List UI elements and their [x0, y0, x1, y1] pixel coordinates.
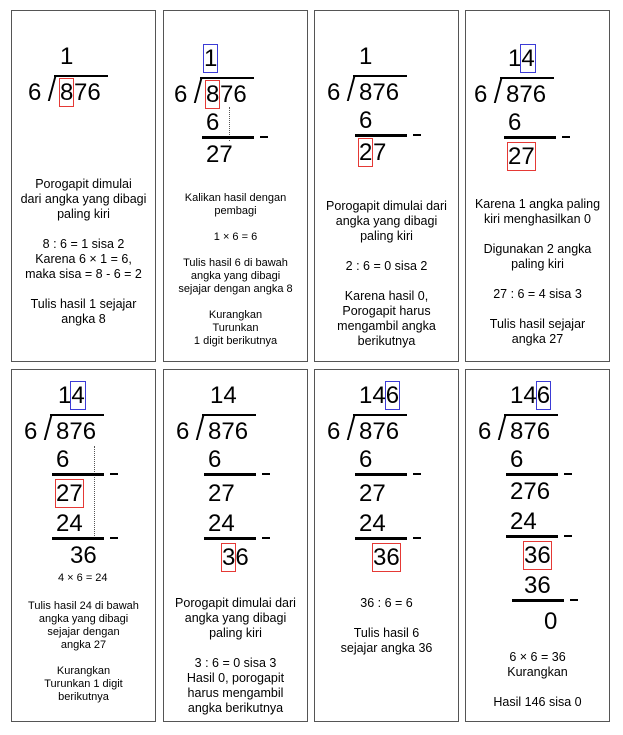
multiplication-note: 4 × 6 = 24: [58, 572, 108, 584]
division-bracket: [347, 77, 355, 101]
minus-sign-3: [570, 599, 578, 601]
guide-line: [94, 446, 95, 538]
product-row-1: 6: [359, 446, 373, 473]
step-panel-5: [11, 369, 156, 722]
dividend-first-digit: 8: [60, 79, 74, 106]
remainder-row-1: 27: [208, 480, 235, 507]
quotient: 146: [359, 382, 400, 409]
product-row: 6: [359, 107, 373, 134]
step-panel-7: [314, 369, 459, 722]
remainder-row-1: 276: [510, 478, 551, 505]
dividend: 876: [359, 79, 400, 106]
minus-sign-2: [564, 535, 572, 537]
step-description: 6 × 6 = 36 Kurangkan Hasil 146 sisa 0: [493, 650, 582, 709]
step-panel-3: [314, 10, 459, 362]
divisor: 6: [478, 418, 492, 445]
division-bar: [50, 414, 104, 416]
minus-sign-1: [262, 473, 270, 475]
subtraction-line-1: [52, 473, 104, 476]
division-bar: [54, 75, 108, 77]
minus-sign: [562, 136, 570, 138]
division-bar: [200, 77, 254, 79]
remainder-row-1: 27: [359, 480, 386, 507]
quotient: 1: [204, 45, 218, 72]
minus-sign-2: [262, 537, 270, 539]
product-row-1: 6: [56, 446, 70, 473]
quotient: 1: [359, 43, 373, 70]
minus-sign-1: [110, 473, 118, 475]
step-description: Kalikan hasil dengan pembagi 1 × 6 = 6 Tulis hasil 6 di bawah angka yang dibagi sejajar dengan angka 8 Kurangkan Turunkan 1 digit berikutnya: [178, 192, 293, 347]
step-panel-8: [465, 369, 610, 722]
divisor: 6: [176, 418, 190, 445]
subtraction-line-1: [355, 473, 407, 476]
remainder-row: 27: [508, 143, 535, 170]
remainder-row: 27: [206, 141, 233, 168]
quotient: 1: [60, 43, 74, 70]
step-description: Porogapit dimulai dari angka yang dibagi paling kiri 8 : 6 = 1 sisa 2 Karena 6 × 1 = 6, maka sisa = 8 - 6 = 2 Tulis hasil 1 sejajar angka 8: [20, 177, 147, 326]
remainder-row-2: 36: [222, 544, 249, 571]
divisor: 6: [174, 81, 188, 108]
divisor: 6: [24, 418, 38, 445]
product-row-1: 6: [208, 446, 222, 473]
subtraction-line-2: [52, 537, 104, 540]
remainder-row-2: 36: [373, 544, 400, 571]
dividend-rest: 76: [220, 81, 247, 108]
dividend: 876: [359, 418, 400, 445]
product-row-3: 36: [524, 572, 551, 599]
minus-sign-2: [110, 537, 118, 539]
product-row-1: 6: [510, 446, 524, 473]
remainder-rest: 7: [373, 139, 387, 166]
division-bracket: [44, 416, 52, 440]
product-row-2: 24: [56, 510, 83, 537]
divisor: 6: [28, 79, 42, 106]
subtraction-line: [202, 136, 254, 139]
product-row-2: 24: [510, 508, 537, 535]
step-panel-2: [163, 10, 308, 362]
dividend-rest: 76: [74, 79, 101, 106]
division-bracket: [498, 416, 506, 440]
division-bar: [202, 414, 256, 416]
subtraction-line-1: [204, 473, 256, 476]
divisor: 6: [327, 418, 341, 445]
subtraction-line-2: [506, 535, 558, 538]
subtraction-line-3: [512, 599, 564, 602]
product-row-2: 24: [359, 510, 386, 537]
quotient: 14: [58, 382, 85, 409]
division-bracket: [48, 77, 56, 101]
minus-sign-2: [413, 537, 421, 539]
step-panel-6: [163, 369, 308, 722]
product-row-2: 24: [208, 510, 235, 537]
division-bracket: [196, 416, 204, 440]
division-bar: [504, 414, 558, 416]
product-row: 6: [206, 109, 220, 136]
divisor: 6: [474, 81, 488, 108]
step-panel-1: [11, 10, 156, 362]
product-row: 6: [508, 109, 522, 136]
division-bracket: [194, 79, 202, 103]
minus-sign-1: [564, 473, 572, 475]
quotient: 14: [210, 382, 237, 409]
step-description: 36 : 6 = 6 Tulis hasil 6 sejajar angka 36: [340, 596, 433, 655]
final-remainder: 0: [544, 608, 558, 635]
division-bracket: [347, 416, 355, 440]
dividend: 876: [208, 418, 249, 445]
division-bar: [353, 75, 407, 77]
quotient: 14: [508, 45, 535, 72]
subtraction-line-1: [506, 473, 558, 476]
dividend: 876: [56, 418, 97, 445]
step-panel-4: [465, 10, 610, 362]
subtraction-line: [355, 134, 407, 137]
minus-sign: [260, 136, 268, 138]
remainder-first-digit: 2: [359, 139, 373, 166]
division-bar: [353, 414, 407, 416]
dividend-first-digit: 8: [206, 81, 220, 108]
dividend: 876: [510, 418, 551, 445]
remainder-row-1: 27: [56, 480, 83, 507]
subtraction-line-2: [204, 537, 256, 540]
division-bracket: [494, 79, 502, 103]
subtraction-line-2: [355, 537, 407, 540]
subtraction-line: [504, 136, 556, 139]
remainder-row-2: 36: [524, 542, 551, 569]
dividend: 876: [506, 81, 547, 108]
quotient: 146: [510, 382, 551, 409]
division-bar: [500, 77, 554, 79]
step-description: Tulis hasil 24 di bawah angka yang dibagi sejajar dengan angka 27 Kurangkan Turunkan 1 digit berikutnya: [28, 600, 139, 703]
divisor: 6: [327, 79, 341, 106]
step-description: Porogapit dimulai dari angka yang dibagi paling kiri 3 : 6 = 0 sisa 3 Hasil 0, porogapit harus mengambil angka berikutnya: [175, 596, 296, 715]
step-description: Karena 1 angka paling kiri menghasilkan 0 Digunakan 2 angka paling kiri 27 : 6 = 4 sisa 3 Tulis hasil sejajar angka 27: [474, 197, 601, 346]
minus-sign: [413, 134, 421, 136]
minus-sign-1: [413, 473, 421, 475]
remainder-row-2: 36: [70, 542, 97, 569]
step-description: Porogapit dimulai dari angka yang dibagi paling kiri 2 : 6 = 0 sisa 2 Karena hasil 0, Porogapit harus mengambil angka berikutnya: [326, 199, 447, 348]
